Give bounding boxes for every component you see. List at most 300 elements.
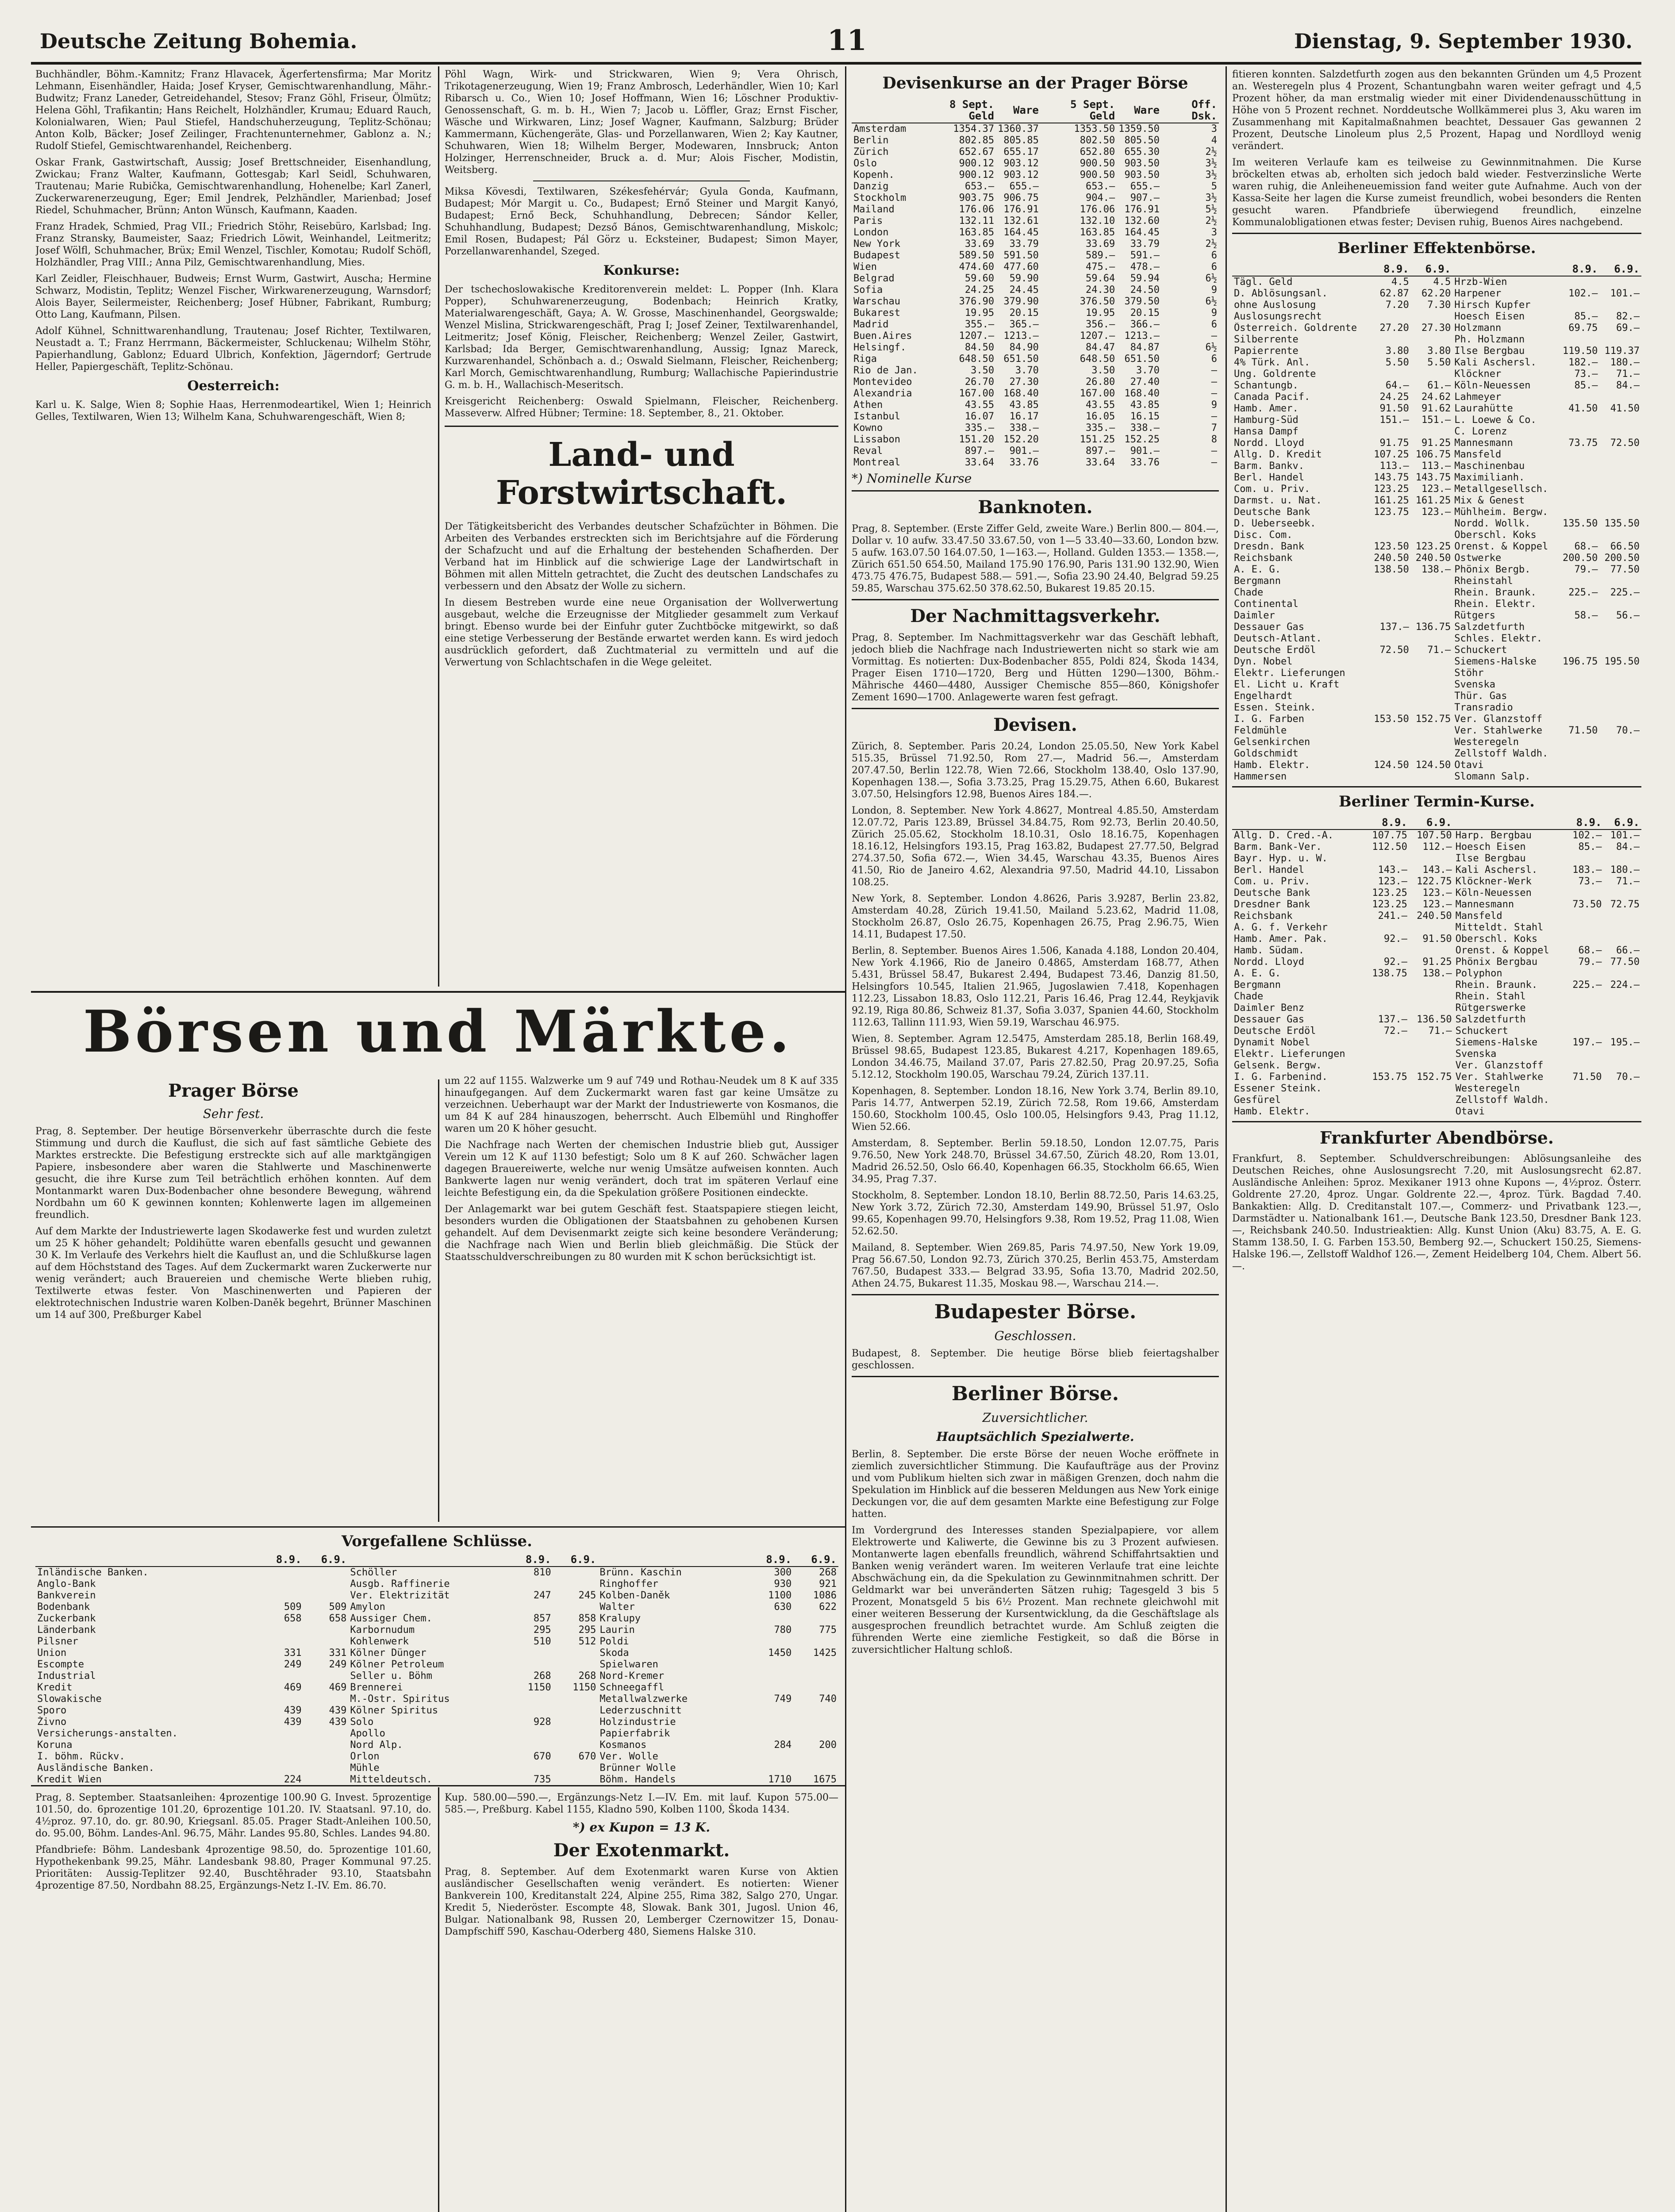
table-cell: Rhein. Elektr. <box>1454 599 1537 610</box>
table-cell: 20.15 <box>1130 307 1160 319</box>
table-cell: Continental <box>1234 599 1299 610</box>
column-divider <box>438 66 439 987</box>
table-cell <box>1558 392 1600 403</box>
table-header-cell <box>1232 262 1369 276</box>
table-cell <box>1411 599 1453 610</box>
table-cell: 6½ <box>1205 342 1217 353</box>
table-cell <box>258 1578 303 1590</box>
table-cell: 903.50 <box>1124 169 1160 180</box>
table-row <box>852 261 1219 273</box>
table-cell: 84.— <box>1616 380 1640 391</box>
table-row <box>1232 760 1641 771</box>
table-cell <box>1411 668 1453 679</box>
table-row <box>852 376 1219 388</box>
table-header-cell <box>852 98 920 123</box>
table-cell <box>1599 645 1641 656</box>
table-cell: 69.75 <box>1568 323 1598 334</box>
table-cell: 903.75 <box>959 192 995 204</box>
heading-schluesse: Vorgefallene Schlüsse. <box>342 1532 532 1550</box>
paragraph: Zürich, 8. September. Paris 20.24, London 25.05.50, New York Kabel 515.35, Brüssel 71.92.50, Rom 27.—, Madrid 56.—, Amsterdam 207.47.50, Berlin 122.78, Wien 72.66, Stockholm 138.40, Oslo 137.90, Kopenhagen 138.—, Sofia 3.73.25, Prag 15.29.75, Athen 6.60, Bukarest 3.07.50, Helsingfors 12.98, Buenos Aires 184.—. <box>852 741 1219 800</box>
column-staatsanleihen <box>35 1792 431 2212</box>
paragraph: Im Vordergrund des Interesses standen Spezialpapiere, vor allem Elektrowerte und Kaliwerte, die Gewinne bis zu 3 Prozent aufwiesen. Montanwerte lagen ebenfalls freundlich, während Schiffahrtsaktien und Banken wenig verändert waren. Im weiteren Verlaufe trat eine leichte Abschwächung ein, da die Spekulation zu Gewinnmitnahmen schritt. Der Geldmarkt war bei unveränderten Sätzen ruhig; Tagesgeld 3 bis 5 Prozent, Monatsgeld 5 bis 6½ Prozent. Man rechnete gleichwohl mit einer weiteren Besserung der Kursentwicklung, da die Geschäftslage als ausgesprochen freundlich betrachtet wurde. Am Schluß zeigten die führenden Werte eine ziemliche Festigkeit, so daß die Börse in zuversichtlicher Haltung schloß. <box>852 1525 1219 1655</box>
table-cell: 24.30 <box>1086 284 1115 296</box>
table-cell: 91.62 <box>1421 403 1451 414</box>
table-cell <box>1566 1025 1604 1037</box>
table-row <box>1232 564 1641 576</box>
table-cell: Tägl. Geld <box>1234 276 1293 288</box>
table-cell: 1207.— <box>959 330 995 342</box>
table-cell: 921 <box>819 1578 837 1590</box>
table-row <box>35 1636 838 1647</box>
table-cell: Mühlheim. Bergw. <box>1454 507 1548 518</box>
table-cell <box>1369 633 1411 645</box>
table-cell <box>1409 1048 1454 1060</box>
table-cell: 648.50 <box>959 353 995 365</box>
table-row <box>1232 438 1641 449</box>
table-cell: Escompte <box>37 1659 84 1670</box>
table-cell <box>1558 334 1600 346</box>
table-cell <box>1364 1083 1409 1094</box>
table-cell <box>1599 334 1641 346</box>
column-exoten <box>445 1792 838 2212</box>
table-cell: Brennerei <box>350 1682 403 1693</box>
table-cell: 477.60 <box>1003 261 1039 273</box>
table-row <box>1232 876 1641 887</box>
table-cell: 200 <box>819 1740 837 1751</box>
table-cell: Hammersen <box>1234 771 1287 782</box>
table-cell: Rio de Jan. <box>853 365 918 376</box>
table-cell: Ung. Goldrente <box>1234 369 1316 380</box>
table-row <box>1232 541 1641 553</box>
table-cell: Pilsner <box>37 1636 78 1647</box>
table-cell: 6½ <box>1205 273 1217 284</box>
table-cell: Buen.Aires <box>853 330 912 342</box>
table-row <box>852 146 1219 158</box>
table-cell <box>1603 933 1641 945</box>
table-cell: Gelsenkirchen <box>1234 737 1310 748</box>
table-cell: Skoda <box>599 1647 629 1659</box>
table-cell: Ver. Stahlwerke <box>1455 1071 1544 1083</box>
table-row <box>1232 979 1641 991</box>
table-row <box>1232 449 1641 461</box>
table-cell <box>1599 276 1641 288</box>
table-cell <box>508 1705 553 1717</box>
table-cell <box>1369 668 1411 679</box>
table-row <box>852 319 1219 330</box>
table-cell: 1425 <box>813 1647 837 1659</box>
table-cell: 376.50 <box>1080 296 1115 307</box>
table-row <box>1232 484 1641 495</box>
table-row <box>1232 910 1641 922</box>
table-cell: 648.50 <box>1080 353 1115 365</box>
table-cell <box>508 1647 553 1659</box>
table-cell: Dyn. Nobel <box>1234 656 1293 667</box>
table-cell: 72.50 <box>1379 645 1409 656</box>
table-cell: 901.— <box>1130 445 1160 457</box>
table-cell <box>303 1694 349 1705</box>
table-cell: 85.— <box>1574 380 1598 391</box>
table-cell: 376.90 <box>959 296 995 307</box>
table-cell: 164.45 <box>1124 227 1160 238</box>
table-cell: Schneegaffl <box>599 1682 665 1693</box>
table-cell <box>553 1578 598 1590</box>
table-cell: 135.50 <box>1562 518 1598 529</box>
table-cell <box>1603 887 1641 899</box>
table-cell <box>1558 691 1600 702</box>
table-cell: Hamb. Amer. <box>1234 403 1299 414</box>
table-cell: Bergmann <box>1234 979 1281 991</box>
table-cell: — <box>1211 365 1217 376</box>
table-row <box>35 1601 838 1613</box>
table-cell <box>1411 334 1453 346</box>
table-cell <box>1558 771 1600 783</box>
column-divider <box>438 1787 439 2212</box>
table-row <box>1232 864 1641 876</box>
table-cell: 9 <box>1211 284 1217 296</box>
table-cell: 91.25 <box>1421 438 1451 449</box>
table-cell: Istanbul <box>853 411 900 422</box>
table-cell: 3.70 <box>1136 365 1160 376</box>
table-cell: 1150 <box>572 1682 596 1693</box>
table-cell: 331 <box>329 1647 347 1659</box>
table-cell: Ausgb. Raffinerie <box>350 1578 450 1590</box>
table-cell <box>1566 1083 1604 1094</box>
table-cell: 268 <box>819 1567 837 1578</box>
table-cell: Berlin <box>853 135 889 146</box>
table-cell: Aussiger Chem. <box>350 1613 432 1624</box>
table-cell: Madrid <box>853 319 889 330</box>
table-cell: Brünn. Kaschin <box>599 1567 682 1578</box>
table-cell: 71.— <box>1428 1025 1452 1037</box>
table-cell: Wien <box>853 261 877 273</box>
table-cell <box>1369 311 1411 323</box>
table-cell: 5.50 <box>1385 357 1409 368</box>
table-cell: 27.20 <box>1379 323 1409 334</box>
paragraph: Prag, 8. September. Im Nachmittagsverkehr war das Geschäft lebhaft, jedoch blieb die Nachfrage nach Industriewerten nicht so stark wie am Vormittag. Es notierten: Dux-Bodenbacher 855, Poldi 824, Škoda 1434, Prager Eisen 1710—1720, Berg und Hütten 1290—1300, Böhm.-Mährische 4460—4480, Aussiger Chemische 855—860, Königshofer Zement 1690—1700. Anlagewerte waren fest gefragt. <box>852 632 1219 703</box>
table-cell: Bayr. Hyp. u. W. <box>1234 853 1328 864</box>
table-cell: Schuckert <box>1455 1025 1508 1037</box>
table-cell: Kali Aschersl. <box>1455 864 1538 876</box>
table-cell <box>1369 702 1411 714</box>
table-cell: 123.25 <box>1374 484 1409 495</box>
table-cell <box>303 1590 349 1601</box>
table-cell: Feldmühle <box>1234 725 1287 736</box>
table-cell: Elektr. Lieferungen <box>1234 1048 1345 1060</box>
table-cell: 43.55 <box>1086 399 1115 411</box>
table-cell: Mitteldt. Stahl <box>1455 922 1544 933</box>
table-row <box>1232 1106 1641 1118</box>
table-cell: Mitteldeutsch. <box>350 1774 432 1783</box>
table-row <box>1232 956 1641 968</box>
table-cell: Engelhardt <box>1234 691 1293 702</box>
table-cell: 1086 <box>813 1590 837 1601</box>
table-cell: 91.25 <box>1422 956 1452 968</box>
table-cell <box>1411 691 1453 702</box>
divider <box>852 599 1219 600</box>
table-cell: 152.25 <box>1124 434 1160 445</box>
table-cell <box>508 1728 553 1740</box>
table-cell: Nord-Kremer <box>599 1671 665 1682</box>
table-cell: 143.— <box>1422 864 1452 876</box>
table-row <box>1232 1048 1641 1060</box>
table-cell: Allg. D. Kredit <box>1234 449 1322 460</box>
table-cell: 7.30 <box>1427 300 1451 311</box>
column-berlin <box>1232 69 1641 2212</box>
table-row <box>1232 392 1641 403</box>
table-cell <box>508 1763 553 1774</box>
table-cell <box>508 1601 553 1613</box>
heading-frankfurter-abendboerse: Frankfurter Abendbörse. <box>1319 1128 1554 1148</box>
table-cell <box>1603 1106 1641 1118</box>
table-cell: 4% Türk. Anl. <box>1234 357 1310 368</box>
table-cell: Mansfeld <box>1455 910 1502 922</box>
table-cell: 439 <box>329 1705 347 1716</box>
table-cell <box>1409 991 1454 1002</box>
table-cell: Brünner Wolle <box>599 1763 676 1774</box>
paragraph: Der tschechoslowakische Kreditorenverein meldet: L. Popper (Inh. Klara Popper), Schuhwarenerzeugung, Bodenbach; Heinrich Kratky, Materialwarengeschäft, Gaya; A. W. Grosse, Maschinenhandel, Georgswalde; Wenzel Mislina, Strickwarengeschäft, Prag I; Josef Zeiner, Textilwarenhandel, Leitmeritz; Josef König, Fleischer, Reichenberg; Wenzel Zeiler, Gastwirt, Karlsbad; Ida Berger, Gemischtwarenhandlung, Aussig; Ignaz Mareck, Kurzwarenhandel, Schönbach a. d.; Oswald Sielmann, Fleischer, Reichenberg; Karl Morch, Gemischtwarenhandlung, Rumburg; Wallachische Papierindustrie G. m. b. H., Wallachisch-Meseritsch. <box>445 284 838 391</box>
table-cell: 24.25 <box>1379 392 1409 403</box>
table-cell: A. G. f. Verkehr <box>1234 922 1328 933</box>
section-title-boersen: Börsen und Märkte. <box>83 998 793 1065</box>
table-row <box>35 1682 838 1694</box>
table-cell: 161.25 <box>1415 495 1451 506</box>
table-cell: 1100 <box>768 1590 792 1601</box>
table-cell: 84.— <box>1616 841 1640 853</box>
table-cell: 16.15 <box>1130 411 1160 422</box>
table-cell: — <box>1211 457 1217 468</box>
table-cell <box>553 1717 598 1728</box>
paragraph: Frankfurt, 8. September. Schuldverschreibungen: Ablösungsanleihe des Deutschen Reiches, ohne Auslosungsrecht 7.20, mit Auslosungsrecht 62.87. Ausländische Anleihen: 5proz. Mexikaner 1913 ohne Kupons —, 4½proz. Österr. Goldrente 27.20, 4proz. Ungar. Goldrente 22.—, 4proz. Türk. Bagdad 7.40. Bankaktien: Allg. D. Creditanstalt 107.—, Commerz- und Privatbank 123.—, Darmstädter u. Nationalbank 161.—, Deutsche Bank 123.50, Dresdner Bank 123.—, Reichsbank 240.50. Industrieaktien: Allg. Kunst Union (Aku) 83.75, A. E. G. Stamm 138.50, I. G. Farben 153.50, Bemberg 92.—, Schuckert 150.25, Siemens-Halske 196.—, Zellstoff Waldhof 126.—, Zement Heidelberg 104, Chem. Albert 56.—. <box>1232 1153 1641 1272</box>
table-cell: 810 <box>533 1567 551 1578</box>
table-cell <box>1603 1002 1641 1014</box>
table-cell: 901.— <box>1009 445 1039 457</box>
table-cell: 132.60 <box>1124 215 1160 227</box>
table-cell: 658 <box>284 1613 302 1624</box>
table-cell: Kredit <box>37 1682 73 1693</box>
table-cell: 284 <box>774 1740 792 1751</box>
table-cell: Kowno <box>853 422 883 434</box>
section-heading-oesterreich: Oesterreich: <box>187 378 280 394</box>
table-cell: Klöckner <box>1454 369 1502 380</box>
table-cell: 71.— <box>1616 876 1640 887</box>
table-cell <box>1369 518 1411 530</box>
table-cell: 143.— <box>1378 864 1407 876</box>
table-cell: 41.50 <box>1610 403 1640 414</box>
table-cell: 295 <box>578 1624 596 1636</box>
table-cell: 84.47 <box>1086 342 1115 353</box>
divider <box>852 490 1219 492</box>
table-cell <box>1599 714 1641 725</box>
table-cell: 182.— <box>1568 357 1598 368</box>
table-cell: 6½ <box>1205 296 1217 307</box>
table-cell: 900.12 <box>959 158 995 169</box>
subheading: Sehr fest. <box>203 1106 264 1121</box>
table-cell: Amylon <box>350 1601 385 1613</box>
table-cell: Walter <box>599 1601 635 1613</box>
table-cell <box>1558 576 1600 587</box>
table-cell: 163.85 <box>1080 227 1115 238</box>
table-cell: ohne Auslosung <box>1234 300 1316 311</box>
table-cell: 132.10 <box>1080 215 1115 227</box>
table-cell: Com. u. Priv. <box>1234 876 1310 887</box>
table-cell <box>553 1774 598 1783</box>
table-cell <box>1558 737 1600 748</box>
table-cell <box>1603 1094 1641 1106</box>
table-cell <box>1603 910 1641 922</box>
table-cell <box>748 1763 793 1774</box>
table-cell: 176.91 <box>1003 204 1039 215</box>
table-cell: 903.12 <box>1003 158 1039 169</box>
table-row <box>852 215 1219 227</box>
table-cell: Ver. Elektrizität <box>350 1590 450 1601</box>
table-cell: 132.61 <box>1003 215 1039 227</box>
table-cell <box>1603 1048 1641 1060</box>
table-cell: Danzig <box>853 181 889 192</box>
table-cell: 43.85 <box>1130 399 1160 411</box>
table-cell: 123.— <box>1421 484 1451 495</box>
table-cell: 161.25 <box>1374 495 1409 506</box>
table-cell: Metallwalzwerke <box>599 1694 688 1705</box>
table-cell: 897.— <box>964 445 995 457</box>
table-cell: 930 <box>774 1578 792 1590</box>
table-cell <box>793 1682 838 1694</box>
table-cell <box>553 1647 598 1659</box>
table-cell: Daimler Benz <box>1234 1002 1304 1014</box>
table-header-cell: 8.9. <box>1558 262 1600 276</box>
table-cell <box>1409 979 1454 991</box>
table-cell <box>258 1740 303 1751</box>
table-cell: Auslosungsrecht <box>1234 311 1322 322</box>
table-cell: 180.— <box>1610 864 1640 876</box>
table-cell: 62.87 <box>1379 288 1409 299</box>
table-cell <box>1364 1094 1409 1106</box>
table-cell <box>1558 461 1600 472</box>
table-cell: Otavi <box>1455 1106 1485 1117</box>
table-cell <box>1566 1002 1604 1014</box>
table-cell <box>793 1763 838 1774</box>
table-cell: 24.45 <box>1009 284 1039 296</box>
paragraph: Prag, 8. September. (Erste Ziffer Geld, zweite Ware.) Berlin 800.— 804.—, Dollar v. 10 aufw. 33.47.50 33.67.50, von 1—5 33.40—33.60, London bzw. 5 aufw. 163.07.50 164.07.50, 1—163.—, Holland. Gulden 1353.— 1358.—, Zürich 651.50 654.50, Mailand 175.90 176.90, Paris 131.90 132.90, Wien 473.75 476.75, Budapest 588.— 591.—, Sofia 23.90 24.40, Belgrad 59.25 59.85, Warschau 375.62.50 378.62.50, Bukarest 19.85 20.15. <box>852 523 1219 594</box>
table-cell: 24.62 <box>1421 392 1451 403</box>
table-cell: Koruna <box>37 1740 73 1751</box>
table-row <box>1232 899 1641 910</box>
divider <box>852 1376 1219 1377</box>
table-cell: 107.25 <box>1374 449 1409 460</box>
table-cell: I. G. Farben <box>1234 714 1304 725</box>
table-row <box>852 411 1219 422</box>
section-title-land: Land- und Forstwirtschaft. <box>496 436 787 512</box>
paragraph: Oskar Frank, Gastwirtschaft, Aussig; Josef Brettschneider, Eisenhandlung, Zwickau; Franz Walter, Kaufmann, Gottesgab; Karl Seidl, Schuhwaren, Trautenau; Marie Rubička, Gemischtwarenhandlung, Hohenelbe; Karl Zanerl, Zuckerwarenerzeugung, Eger; Emil Jendrek, Pelzhändler, Marienbad; Josef Riedel, Schuhmacher, Brünn; Anton Wünsch, Kaufmann, Kaaden. <box>35 157 431 216</box>
table-cell <box>1558 714 1600 725</box>
table-cell: 509 <box>284 1601 302 1613</box>
table-cell <box>1599 426 1641 438</box>
table-cell: 33.76 <box>1130 457 1160 468</box>
table-cell: Mansfeld <box>1454 449 1502 460</box>
table-cell: 268 <box>578 1671 596 1682</box>
table-cell <box>1411 610 1453 622</box>
table-cell: Warschau <box>853 296 900 307</box>
table-cell: 151.— <box>1421 415 1451 426</box>
table-row <box>852 192 1219 204</box>
table-cell: 780 <box>774 1624 792 1636</box>
subheading: Geschlossen. <box>994 1329 1076 1343</box>
table-cell: Rhein. Braunk. <box>1455 979 1538 991</box>
table-cell: 62.20 <box>1421 288 1451 299</box>
table-cell <box>1599 507 1641 518</box>
table-cell <box>1364 1037 1409 1048</box>
table-row <box>1232 357 1641 369</box>
table-row <box>852 204 1219 215</box>
table-cell <box>553 1567 598 1578</box>
heading-termin-kurse: Berliner Termin-Kurse. <box>1339 793 1535 810</box>
table-cell <box>1369 599 1411 610</box>
table-cell: 3.70 <box>1015 365 1039 376</box>
table-cell: Holzindustrie <box>599 1717 676 1728</box>
table-cell: 153.50 <box>1374 714 1409 725</box>
table-row <box>1232 311 1641 323</box>
table-cell: 775 <box>819 1624 837 1636</box>
table-cell: Kolben-Daněk <box>599 1590 670 1601</box>
column-divider <box>1226 66 1227 2212</box>
table-row <box>852 399 1219 411</box>
newspaper-page <box>31 18 1650 2212</box>
table-cell: 295 <box>533 1624 551 1636</box>
table-cell: 183.— <box>1572 864 1602 876</box>
table-cell: 858 <box>578 1613 596 1624</box>
table-cell: Hrzb-Wien <box>1454 276 1507 288</box>
table-cell: Schuckert <box>1454 645 1507 656</box>
table-cell: 33.79 <box>1009 238 1039 250</box>
table-cell <box>1409 945 1454 956</box>
table-cell: Chade <box>1234 587 1264 598</box>
table-cell: Apollo <box>350 1728 385 1739</box>
table-row <box>35 1728 838 1740</box>
table-cell <box>303 1636 349 1647</box>
table-cell: Kopenh. <box>853 169 895 180</box>
table-cell: 655.— <box>1009 181 1039 192</box>
table-cell <box>1558 599 1600 610</box>
table-row <box>852 307 1219 319</box>
table-row <box>1232 991 1641 1002</box>
table-cell: 240.50 <box>1415 553 1451 564</box>
table-cell: Zellstoff Waldh. <box>1455 1094 1549 1106</box>
table-cell: 27.30 <box>1421 323 1451 334</box>
table-cell: 79.— <box>1578 956 1602 968</box>
table-cell <box>1599 760 1641 771</box>
paper-name: Deutsche Zeitung Bohemia. <box>40 29 357 53</box>
table-row <box>852 422 1219 434</box>
table-cell: 3 <box>1211 227 1217 238</box>
table-cell: 240.50 <box>1417 910 1452 922</box>
table-cell: Westeregeln <box>1454 737 1519 748</box>
table-cell <box>793 1671 838 1682</box>
table-cell: Rhein. Stahl <box>1455 991 1526 1002</box>
table-cell: 356.— <box>1086 319 1115 330</box>
paragraph: Miksa Kövesdi, Textilwaren, Székesfehérvár; Gyula Gonda, Kaufmann, Budapest; Mór Margit u. Co., Budapest; Ernő Steiner und Margit Kanyó, Budapest; Ernő Beck, Schuhhandlung, Debrecen; Sándor Keller, Schuhhandlung, Budapest; Dezső Bános, Gemischtwarenhandlung, Miskolc; Emil Rosen, Budapest; Pál Görz u. Ecksteiner, Budapest; Simon Mayer, Porzellanwarenhandel, Szeged. <box>445 186 838 257</box>
table-row <box>852 250 1219 261</box>
table-cell: 58.— <box>1574 610 1598 621</box>
table-row <box>1232 288 1641 300</box>
table-cell: 5½ <box>1205 204 1217 215</box>
table-cell: Mühle <box>350 1763 380 1774</box>
paragraph: Karl u. K. Salge, Wien 8; Sophie Haas, Herrenmodeartikel, Wien 1; Heinrich Gelles, Textilwaren, Wien 13; Wilhelm Kana, Schuhwarengeschäft, Wien 8; <box>35 399 431 422</box>
table-cell: 1213.— <box>1003 330 1039 342</box>
table-cell <box>258 1728 303 1740</box>
table-row <box>1232 830 1641 841</box>
table-cell: 138.— <box>1422 968 1452 979</box>
table-row <box>35 1717 838 1728</box>
table-cell: Reval <box>853 445 883 457</box>
